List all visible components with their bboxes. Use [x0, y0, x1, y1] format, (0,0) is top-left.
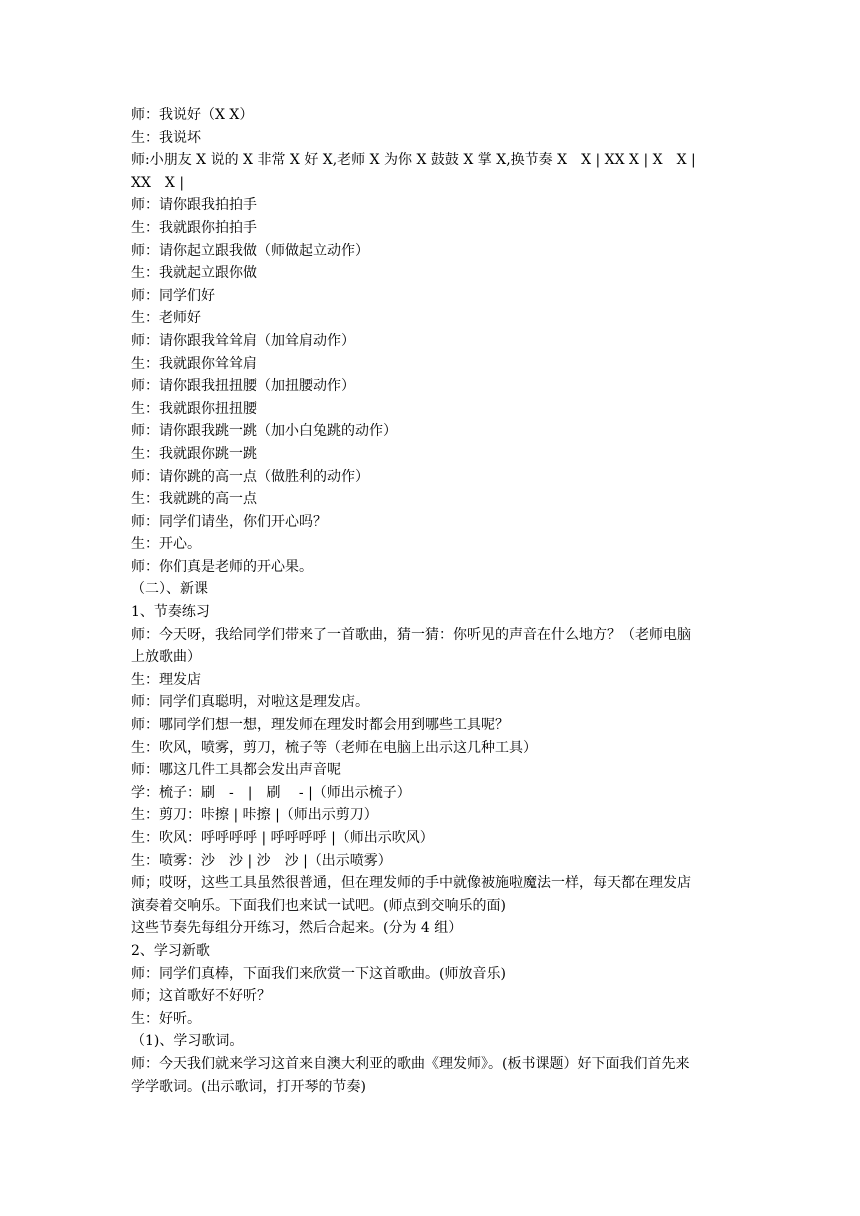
text-line: 生：喷雾：沙 沙 | 沙 沙 |（出示喷雾） — [131, 852, 392, 869]
text-line: 学：梳子：刷 - | 刷 - |（师出示梳子） — [131, 784, 411, 801]
text-line: 学学歌词。(出示歌词，打开琴的节奏) — [131, 1078, 366, 1095]
text-line: 1、节奏练习 — [131, 604, 210, 621]
text-line: 师：今天呀，我给同学们带来了一首歌曲，猜一猜：你听见的声音在什么地方？（老师电脑 — [131, 626, 691, 643]
text-line: 师：同学们真聪明，对啦这是理发店。 — [131, 694, 369, 711]
text-line: 师：我说好（X X） — [131, 107, 254, 123]
text-line: 生：我就跳的高一点 — [131, 491, 257, 508]
text-line: 演奏着交响乐。下面我们也来试一试吧。(师点到交响乐的面) — [131, 897, 506, 914]
text-line: 生：理发店 — [131, 671, 201, 688]
text-line: 生：我就跟你拍拍手 — [131, 219, 257, 236]
text-line: 师；哎呀，这些工具虽然很普通，但在理发师的手中就像被施啦魔法一样，每天都在理发店 — [131, 875, 691, 892]
text-line: XX X | — [131, 174, 185, 191]
text-line: 师:小朋友 X 说的 X 非常 X 好 X,老师 X 为你 X 鼓鼓 X 掌 X,换节奏 X X | XX X | X X | — [131, 152, 696, 169]
text-line: 这些节奏先每组分开练习，然后合起来。(分为 4 组） — [131, 920, 463, 937]
text-line: 师：你们真是老师的开心果。 — [131, 558, 313, 575]
document-body — [131, 104, 731, 1098]
text-line: 师：请你跟我扭扭腰（加扭腰动作） — [131, 378, 355, 395]
text-line: 生：剪刀：咔擦 | 咔擦 |（师出示剪刀） — [131, 807, 378, 824]
text-line: 师：请你跟我拍拍手 — [131, 197, 257, 214]
text-line: 师：哪这几件工具都会发出声音呢 — [131, 762, 341, 779]
text-line: 生：我就跟你跳一跳 — [131, 445, 257, 462]
text-line: 师：同学们真棒，下面我们来欣赏一下这首歌曲。(师放音乐) — [131, 965, 506, 982]
text-line: 生：我就起立跟你做 — [131, 265, 257, 282]
text-line: 生：我说坏 — [131, 129, 201, 146]
text-line: （二）、新课 — [131, 581, 208, 598]
text-line: 师：今天我们就来学习这首来自澳大利亚的歌曲《理发师》。(板书课题）好下面我们首先来 — [131, 1055, 690, 1072]
text-line: 生：开心。 — [131, 536, 201, 553]
text-line: 生：吹风：呼呼呼呼 | 呼呼呼呼 |（师出示吹风） — [131, 830, 434, 846]
text-line: 师：请你跟我跳一跳（加小白兔跳的动作） — [131, 423, 397, 440]
text-line: 师：请你跳的高一点（做胜利的动作） — [131, 468, 369, 485]
text-line: （1)、学习歌词。 — [131, 1033, 244, 1050]
text-line: 师；这首歌好不好听？ — [131, 988, 271, 1005]
text-line: 生：我就跟你耸耸肩 — [131, 355, 257, 372]
text-line: 师：请你起立跟我做（师做起立动作） — [131, 242, 369, 259]
text-line: 2、学习新歌 — [131, 942, 210, 959]
text-line: 生：好听。 — [131, 1010, 201, 1027]
text-line: 师：请你跟我耸耸肩（加耸肩动作） — [131, 332, 355, 349]
text-line: 上放歌曲） — [131, 649, 201, 666]
text-line: 生：我就跟你扭扭腰 — [131, 400, 257, 417]
text-line: 师：同学们请坐，你们开心吗？ — [131, 513, 327, 530]
text-line: 生：吹风，喷雾，剪刀，梳子等（老师在电脑上出示这几种工具） — [131, 739, 537, 756]
text-line: 师：同学们好 — [131, 287, 215, 304]
text-line: 师：哪同学们想一想，理发师在理发时都会用到哪些工具呢？ — [131, 717, 509, 734]
text-line: 生：老师好 — [131, 310, 201, 327]
